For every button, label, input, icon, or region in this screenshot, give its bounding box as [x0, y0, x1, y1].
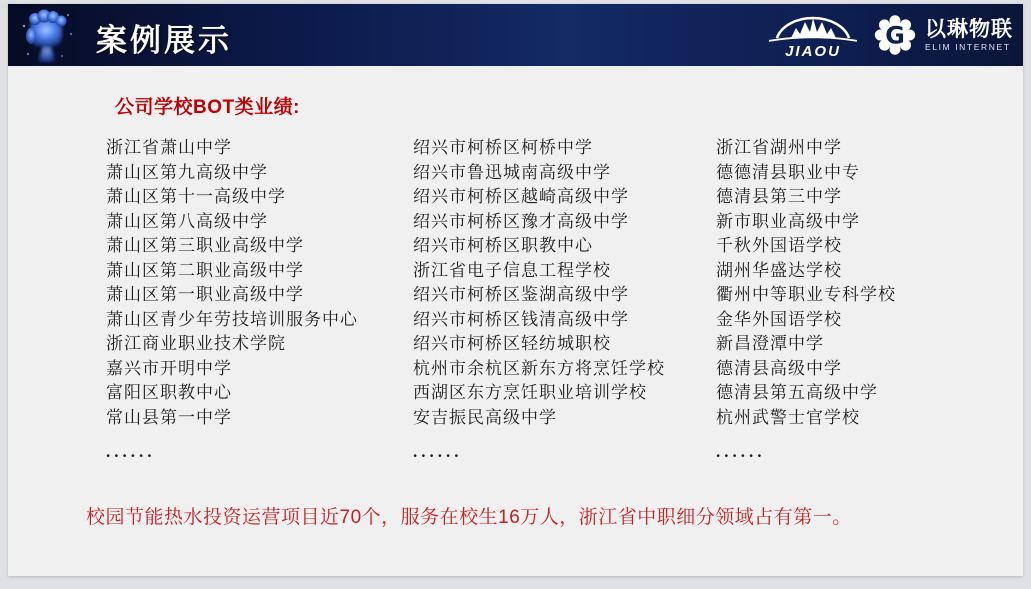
school-list-item: 德清县第三中学: [716, 187, 842, 206]
school-list-item: 德德清县职业中专: [716, 162, 860, 182]
school-list-item: 萧山区第二职业高级中学: [106, 260, 304, 280]
school-list-item: 萧山区第十一高级中学: [106, 187, 286, 206]
school-list-item: 萧山区第三职业高级中学: [106, 236, 304, 255]
school-list-item: 绍兴市柯桥区钱清高级中学: [413, 309, 629, 329]
school-list-item: 金华外国语学校: [716, 309, 842, 329]
school-list-item: 千秋外国语学校: [716, 236, 842, 255]
school-list-item: ......: [716, 442, 766, 461]
fist-image: [16, 6, 78, 64]
school-list-item: 浙江省湖州中学: [716, 138, 842, 157]
school-list-item: 绍兴市柯桥区鉴湖高级中学: [413, 285, 629, 304]
school-list-item: 衢州中等职业专科学校: [716, 285, 896, 304]
school-list-item: 绍兴市鲁迅城南高级中学: [413, 162, 611, 182]
school-list-item: 杭州市余杭区新东方将烹饪学校: [413, 358, 665, 378]
elim-logo-cn: 以琳物联: [925, 17, 1013, 41]
school-list-item: 浙江省萧山中学: [106, 138, 232, 157]
school-list-item: 安吉振民高级中学: [413, 407, 557, 427]
section-title: 公司学校BOT类业绩:: [115, 97, 300, 118]
header-logos: [767, 4, 1013, 66]
jiaou-crown-icon: [769, 10, 857, 46]
school-list-item: 绍兴市柯桥区越崎高级中学: [413, 187, 629, 206]
elim-logo-text: [925, 19, 1013, 52]
school-list-item: 萧山区青少年劳技培训服务中心: [106, 309, 358, 329]
svg-text:G: G: [885, 21, 905, 50]
school-list-item: 绍兴市柯桥区柯桥中学: [413, 138, 593, 157]
school-list-item: 萧山区第八高级中学: [106, 211, 268, 231]
school-column-3: [716, 136, 1016, 465]
jiaou-logo-text: JIAOU: [785, 43, 841, 60]
school-list-item: ......: [106, 442, 156, 461]
school-list-item: 新昌澄潭中学: [716, 334, 824, 353]
header-bar: [8, 4, 1023, 66]
fist-icon: [16, 6, 78, 64]
school-list-item: 嘉兴市开明中学: [106, 358, 232, 378]
school-list-item: 杭州武警士官学校: [716, 407, 860, 427]
school-list-item: 萧山区第九高级中学: [106, 162, 268, 182]
school-list-item: 绍兴市柯桥区轻纺城职校: [413, 334, 611, 353]
school-list-item: 西湖区东方烹饪职业培训学校: [413, 383, 647, 402]
school-list-item: 绍兴市柯桥区职教中心: [413, 236, 593, 255]
school-list-item: 湖州华盛达学校: [716, 260, 842, 280]
school-column-2: [413, 136, 713, 465]
school-list-item: 新市职业高级中学: [716, 211, 860, 231]
school-list-item: 德清县第五高级中学: [716, 383, 878, 402]
school-list-item: 常山县第一中学: [106, 407, 232, 427]
school-list-item: 浙江商业职业技术学院: [106, 334, 286, 353]
school-list-item: 绍兴市柯桥区豫才高级中学: [413, 211, 629, 231]
school-list-item: 浙江省电子信息工程学校: [413, 260, 611, 280]
elim-logo: [873, 13, 1013, 57]
school-column-1: [106, 136, 406, 465]
slide: [8, 4, 1023, 576]
school-list-item: ......: [413, 442, 463, 461]
school-list-item: 富阳区职教中心: [106, 383, 232, 402]
jiaou-logo: [767, 10, 859, 60]
elim-g-icon: [873, 13, 917, 57]
school-list-item: 萧山区第一职业高级中学: [106, 285, 304, 304]
summary-note: 校园节能热水投资运营项目近70个，服务在校生16万人，浙江省中职细分领域占有第一。: [86, 507, 852, 528]
page-title: 案例展示: [96, 23, 232, 58]
elim-logo-en: ELIM INTERNET: [925, 41, 1011, 52]
school-list-item: 德清县高级中学: [716, 358, 842, 378]
